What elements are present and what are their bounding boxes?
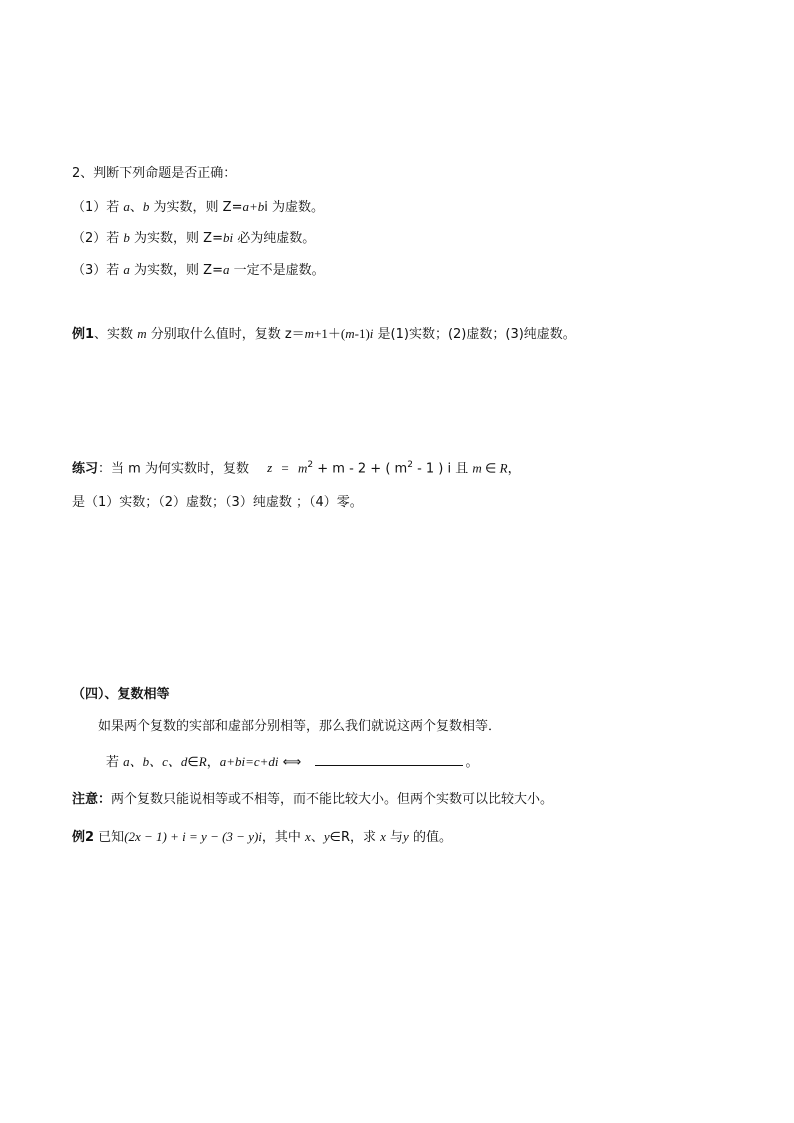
question-2-title-text: 2、判断下列命题是否正确： bbox=[72, 166, 237, 181]
example-1 bbox=[72, 325, 576, 344]
separator: 、 bbox=[310, 830, 324, 845]
example-2-text: ∈R，求 bbox=[329, 830, 381, 845]
expression-part: - 1 ) i 且 bbox=[412, 461, 473, 477]
question-2-item-1 bbox=[72, 198, 324, 217]
real-set-symbol: R bbox=[198, 754, 207, 769]
equality-expression: a+bi=c+di bbox=[219, 754, 279, 769]
exponent: 2 bbox=[407, 460, 413, 470]
section-4-condition bbox=[106, 753, 478, 772]
example-1-label: 例1 bbox=[72, 327, 95, 342]
practice-options-text: 是（1）实数；（2）虚数；（3）纯虚数 ；（4）零。 bbox=[72, 495, 363, 510]
separator: 、 bbox=[129, 200, 143, 215]
example-2-label: 例2 bbox=[72, 830, 95, 845]
section-4-definition bbox=[98, 718, 501, 736]
section-4-title bbox=[72, 686, 170, 704]
section-4-title-text: （四）、复数相等 bbox=[72, 687, 170, 702]
conjunction: 与 bbox=[385, 830, 404, 845]
example-2-text: 已知 bbox=[94, 830, 125, 845]
element-of-symbol: ∈ bbox=[187, 754, 199, 769]
item-2-expression: bi bbox=[222, 230, 234, 245]
var-x: x bbox=[380, 829, 386, 844]
var-y: y bbox=[403, 829, 409, 844]
var-b: b bbox=[142, 199, 150, 214]
imaginary-unit: i bbox=[369, 326, 374, 341]
practice-label: 练习 bbox=[72, 461, 99, 477]
expression-part: -1) bbox=[354, 326, 370, 341]
iff-symbol: ⟺ bbox=[278, 755, 306, 770]
item-3-expression: a bbox=[222, 262, 230, 277]
comma: ， bbox=[206, 755, 220, 770]
var-m: m bbox=[137, 326, 147, 341]
variables: a、b、c、d bbox=[123, 754, 188, 769]
item-2-middle: 为实数，则 Z= bbox=[129, 231, 223, 246]
expression-part: +1＋( bbox=[314, 326, 346, 341]
item-1-middle: 为实数，则 Z= bbox=[149, 200, 243, 215]
var-z: z bbox=[267, 460, 276, 476]
exponent: 2 bbox=[307, 460, 314, 470]
example-1-conditions: 是(1)实数；(2)虚数；(3)纯虚数。 bbox=[373, 327, 576, 342]
var-m: m bbox=[304, 326, 315, 341]
definition-text: 如果两个复数的实部和虚部分别相等，那么我们就说这两个复数相等． bbox=[98, 719, 502, 734]
practice-text: ：当 m 为何实数时，复数 bbox=[98, 461, 249, 477]
note-label: 注意： bbox=[72, 792, 112, 807]
example-1-text: 分别取什么值时，复数 z＝ bbox=[146, 327, 305, 342]
example-1-text: 、实数 bbox=[94, 327, 138, 342]
item-3-middle: 为实数，则 Z= bbox=[129, 263, 223, 278]
element-of-symbol: ∈ bbox=[481, 460, 500, 476]
equals-sign: = bbox=[275, 460, 298, 476]
note bbox=[72, 791, 553, 809]
question-2-item-3 bbox=[72, 261, 325, 280]
period: 。 bbox=[465, 755, 479, 770]
var-x: x bbox=[305, 829, 311, 844]
var-a: a bbox=[123, 199, 130, 214]
imaginary-unit: i bbox=[264, 200, 268, 215]
question-2-item-2 bbox=[72, 229, 315, 248]
item-1-prefix: （1）若 bbox=[72, 200, 124, 215]
example-2-text: ，其中 bbox=[261, 830, 306, 845]
item-3-prefix: （3）若 bbox=[72, 263, 124, 278]
equation: (2x − 1) + i = y − (3 − y)i bbox=[124, 829, 262, 844]
practice bbox=[72, 456, 521, 478]
var-m: m bbox=[345, 326, 355, 341]
var-b: b bbox=[123, 230, 130, 245]
example-2 bbox=[72, 828, 452, 847]
condition-prefix: 若 bbox=[106, 755, 124, 770]
var-y: y bbox=[323, 829, 330, 844]
example-2-text: 的值。 bbox=[408, 830, 452, 845]
var-a: a bbox=[123, 262, 130, 277]
var-m: m bbox=[298, 460, 308, 476]
expression-part: + m - 2 + ( m bbox=[313, 461, 408, 477]
item-1-expression: a+b bbox=[242, 199, 265, 214]
note-text: 两个复数只能说相等或不相等，而不能比较大小。但两个实数可以比较大小。 bbox=[111, 792, 554, 807]
item-3-suffix: 一定不是虚数。 bbox=[229, 263, 325, 278]
item-2-suffix: 必为纯虚数。 bbox=[233, 231, 316, 246]
real-set-symbol: R bbox=[499, 460, 508, 476]
comma: ， bbox=[507, 461, 521, 477]
item-1-suffix: 为虚数。 bbox=[267, 200, 325, 215]
question-2-title bbox=[72, 165, 236, 183]
answer-blank[interactable] bbox=[315, 753, 463, 766]
practice-options bbox=[72, 494, 363, 512]
var-m: m bbox=[472, 460, 482, 476]
item-2-prefix: （2）若 bbox=[72, 231, 124, 246]
